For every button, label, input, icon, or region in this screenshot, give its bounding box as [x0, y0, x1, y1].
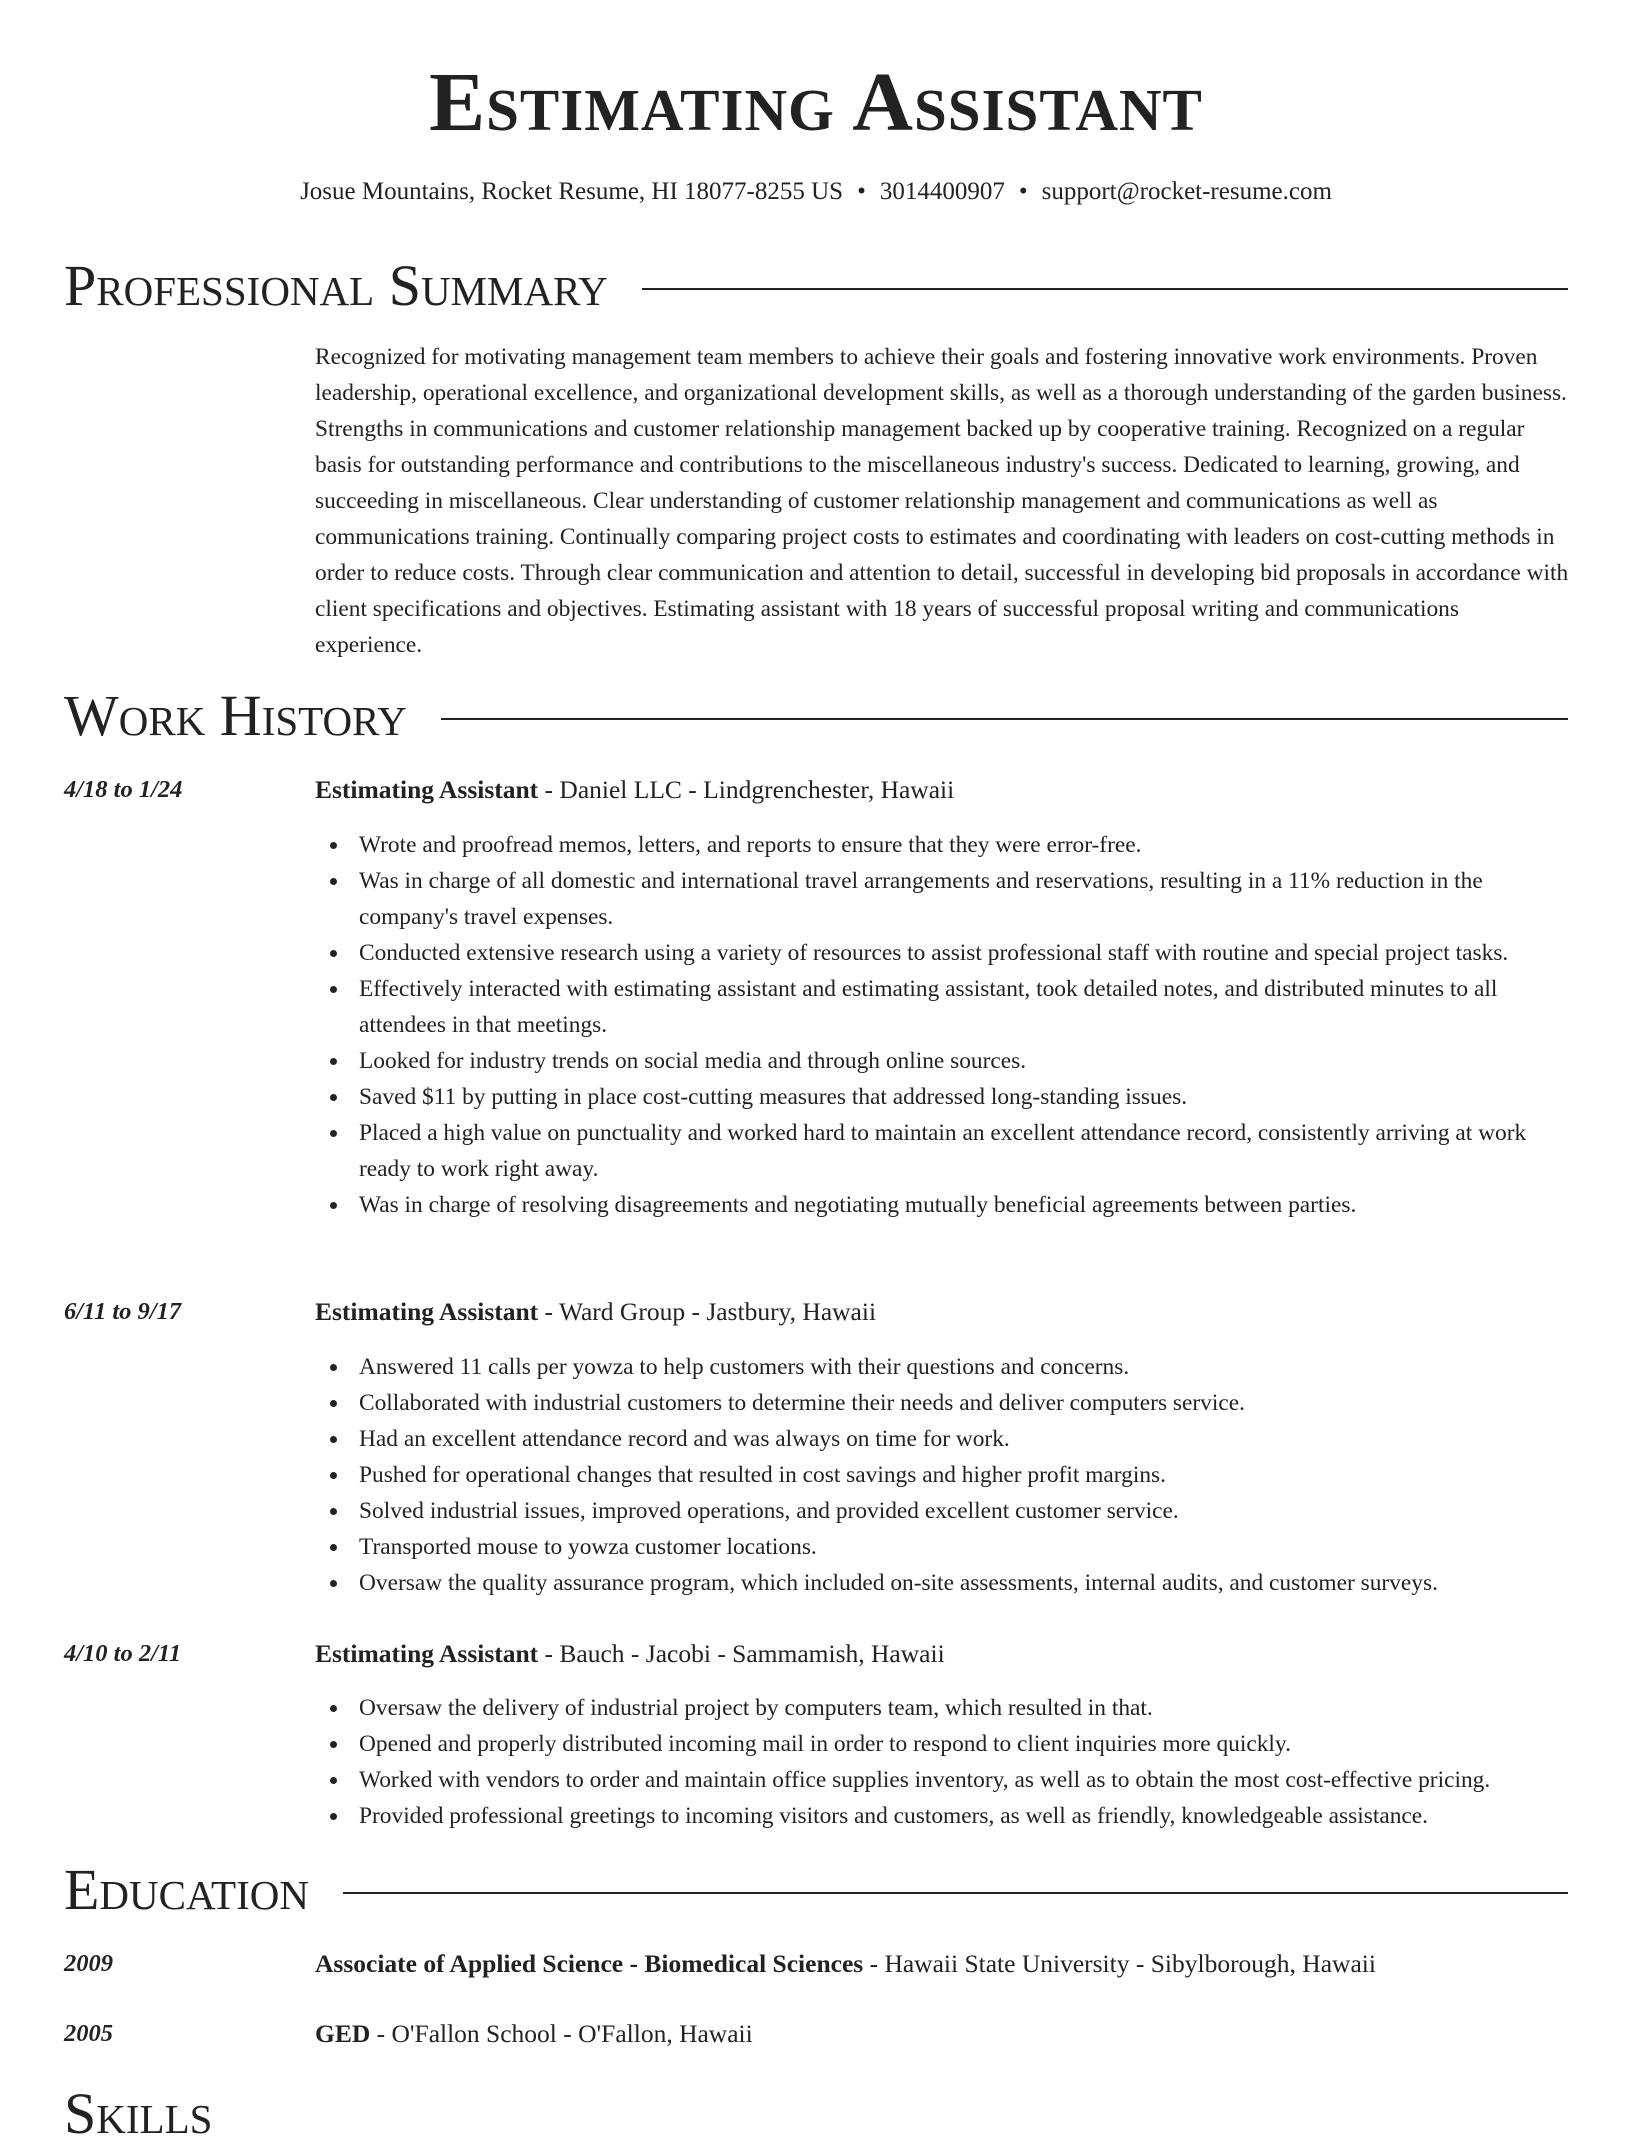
- education-details: - O'Fallon School - O'Fallon, Hawaii: [370, 2019, 753, 2048]
- list-item: Conducted extensive research using a variety of resources to assist professional staff with routine and special project tasks.: [315, 935, 1575, 971]
- education-section-header: [64, 1858, 1568, 1922]
- contact-phone: 3014400907: [879, 178, 1005, 205]
- list-item: Worked with vendors to order and maintain office supplies inventory, as well as to obtain the most cost-effective pricing.: [315, 1762, 1575, 1798]
- education-entry: [315, 1948, 1575, 1980]
- summary-heading: Professional Summary: [64, 253, 608, 318]
- job-header: [315, 1296, 1575, 1328]
- work-section-header: [64, 684, 1568, 748]
- list-item: Opened and properly distributed incoming mail in order to respond to client inquiries more quickly.: [315, 1726, 1575, 1762]
- job-details: - Bauch - Jacobi - Sammamish, Hawaii: [538, 1639, 945, 1668]
- contact-email: support@rocket-resume.com: [1041, 178, 1332, 205]
- job-dates: 4/10 to 2/11: [64, 1640, 182, 1667]
- list-item: Provided professional greetings to incoming visitors and customers, as well as friendly, knowledgeable assistance.: [315, 1798, 1575, 1834]
- contact-line: [0, 176, 1632, 208]
- skills-section-header: [64, 2082, 1568, 2146]
- list-item: Had an excellent attendance record and was always on time for work.: [315, 1421, 1575, 1457]
- list-item: Was in charge of resolving disagreements and negotiating mutually beneficial agreements between parties.: [315, 1187, 1575, 1223]
- list-item: Placed a high value on punctuality and worked hard to maintain an excellent attendance record, consistently arriving at work ready to work right away.: [315, 1115, 1575, 1187]
- summary-text: Recognized for motivating management team members to achieve their goals and fostering innovative work environments. Proven leadership, operational excellence, and organizational development skills, as well as a thorough understanding of the garden business. Strengths in communications and customer relationship management backed up by cooperative training. Recognized on a regular basis for outstanding performance and contributions to the miscellaneous industry's success. Dedicated to learning, growing, and succeeding in miscellaneous. Clear understanding of customer relationship management and communications as well as communications training. Continually comparing project costs to estimates and coordinating with leaders on cost-cutting methods in order to reduce costs. Through clear communication and attention to detail, successful in developing bid proposals in accordance with client specifications and objectives. Estimating assistant with 18 years of successful proposal writing and communications experience.: [315, 344, 1569, 658]
- work-heading: Work History: [64, 683, 407, 748]
- education-year: 2009: [64, 1950, 113, 1977]
- list-item: Collaborated with industrial customers to determine their needs and deliver computers service.: [315, 1385, 1575, 1421]
- job-dates: 4/18 to 1/24: [64, 776, 183, 803]
- contact-separator: •: [857, 178, 866, 205]
- list-item: Pushed for operational changes that resulted in cost savings and higher profit margins.: [315, 1457, 1575, 1493]
- job-header: [315, 1638, 1575, 1670]
- education-degree: Associate of Applied Science - Biomedical Sciences: [315, 1949, 864, 1978]
- list-item: Solved industrial issues, improved operations, and provided excellent customer service.: [315, 1493, 1575, 1529]
- list-item: Transported mouse to yowza customer locations.: [315, 1529, 1575, 1565]
- job-dates: 6/11 to 9/17: [64, 1298, 182, 1325]
- resume-title: Estimating Assistant: [429, 56, 1203, 149]
- list-item: Saved $11 by putting in place cost-cutting measures that addressed long-standing issues.: [315, 1079, 1575, 1115]
- list-item: Looked for industry trends on social media and through online sources.: [315, 1043, 1575, 1079]
- contact-address: Josue Mountains, Rocket Resume, HI 18077-8255 US: [300, 178, 844, 205]
- list-item: Oversaw the quality assurance program, which included on-site assessments, internal audits, and customer surveys.: [315, 1565, 1575, 1601]
- education-details: - Hawaii State University - Sibylborough, Hawaii: [863, 1949, 1376, 1978]
- section-divider: [642, 288, 1568, 290]
- list-item: Effectively interacted with estimating assistant and estimating assistant, took detailed notes, and distributed minutes to all attendees in that meetings.: [315, 971, 1575, 1043]
- skills-heading: Skills: [64, 2081, 213, 2146]
- job-details: - Daniel LLC - Lindgrenchester, Hawaii: [538, 775, 955, 804]
- education-degree: GED: [315, 2019, 371, 2048]
- section-divider: [441, 718, 1568, 720]
- education-year: 2005: [64, 2020, 113, 2047]
- education-entry: [315, 2018, 1575, 2050]
- job-bullet-list: [315, 827, 1575, 1223]
- job-title: Estimating Assistant: [315, 1639, 539, 1668]
- job-title: Estimating Assistant: [315, 1297, 539, 1326]
- job-header: [315, 774, 1575, 806]
- summary-section-header: [64, 254, 1568, 318]
- list-item: Answered 11 calls per yowza to help customers with their questions and concerns.: [315, 1349, 1575, 1385]
- list-item: Oversaw the delivery of industrial project by computers team, which resulted in that.: [315, 1690, 1575, 1726]
- list-item: Wrote and proofread memos, letters, and reports to ensure that they were error-free.: [315, 827, 1575, 863]
- job-details: - Ward Group - Jastbury, Hawaii: [538, 1297, 877, 1326]
- section-divider: [343, 1892, 1568, 1894]
- job-bullet-list: [315, 1349, 1575, 1601]
- contact-separator: •: [1018, 178, 1028, 205]
- job-title: Estimating Assistant: [315, 775, 539, 804]
- list-item: Was in charge of all domestic and international travel arrangements and reservations, resulting in a 11% reduction in the company's travel expenses.: [315, 863, 1575, 935]
- job-bullet-list: [315, 1690, 1575, 1834]
- education-heading: Education: [64, 1857, 309, 1922]
